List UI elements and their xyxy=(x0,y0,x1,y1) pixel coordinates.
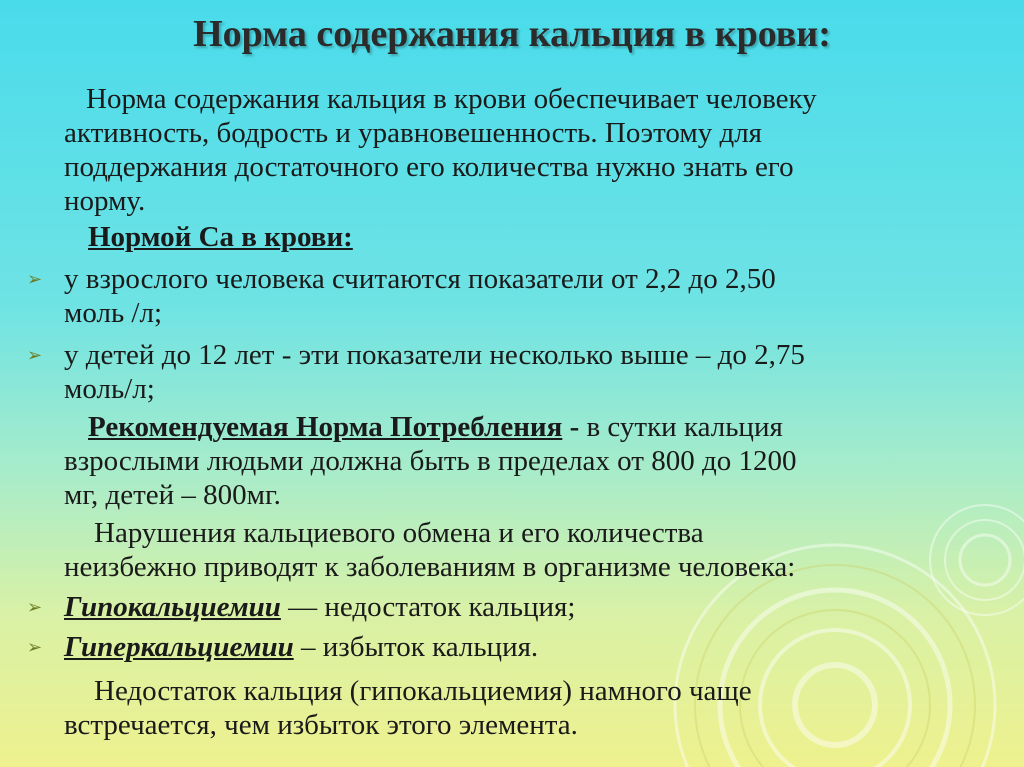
bullet-arrow-icon: ➢ xyxy=(27,597,43,617)
condition-hyper-desc: – избыток кальция. xyxy=(293,631,539,663)
disorder-line-1: Нарушения кальциевого обмена и его количества xyxy=(94,517,704,549)
recommended-line-2: взрослыми людьми должна быть в пределах от 800 до 1200 xyxy=(64,445,797,477)
condition-hyper xyxy=(64,630,538,664)
bullet-arrow-icon: ➢ xyxy=(27,269,43,289)
norm-adult-line-2: моль /л; xyxy=(64,297,163,329)
disorder-line-2: неизбежно приводят к заболеваниям в организме человека: xyxy=(64,551,796,583)
closing-line-1: Недостаток кальция (гипокальциемия) намного чаще xyxy=(94,675,752,707)
bullet-arrow-icon: ➢ xyxy=(27,345,43,365)
recommended-rest: в сутки кальция xyxy=(586,411,783,443)
intro-line-4: норму. xyxy=(64,185,146,217)
norm-child-line-2: моль/л; xyxy=(64,373,155,405)
norm-child-line-1: у детей до 12 лет - эти показатели несколько выше – до 2,75 xyxy=(64,339,805,371)
intro-line-2: активность, бодрость и уравновешенность. Поэтому для xyxy=(64,117,763,149)
intro-line-1: Норма содержания кальция в крови обеспечивает человеку xyxy=(86,83,817,115)
recommended-dash: - xyxy=(562,411,587,443)
recommended-heading: Рекомендуемая Норма Потребления xyxy=(88,411,563,443)
condition-hypo-term: Гипокальциемии xyxy=(64,591,281,623)
condition-hypo-desc: — недостаток кальция; xyxy=(280,591,576,623)
condition-hyper-term: Гиперкальциемии xyxy=(64,631,294,663)
recommended-line-3: мг, детей – 800мг. xyxy=(64,479,281,511)
bullet-arrow-icon: ➢ xyxy=(27,637,43,657)
condition-hypo xyxy=(64,590,575,624)
page-title: Норма содержания кальция в крови: xyxy=(193,13,831,55)
intro-line-3: поддержания достаточного его количества нужно знать его xyxy=(64,151,794,183)
closing-line-2: встречается, чем избыток этого элемента. xyxy=(64,709,578,741)
norm-heading: Нормой Са в крови: xyxy=(88,221,353,253)
recommended-line-1 xyxy=(88,410,783,444)
norm-adult-line-1: у взрослого человека считаются показатели от 2,2 до 2,50 xyxy=(64,263,776,295)
